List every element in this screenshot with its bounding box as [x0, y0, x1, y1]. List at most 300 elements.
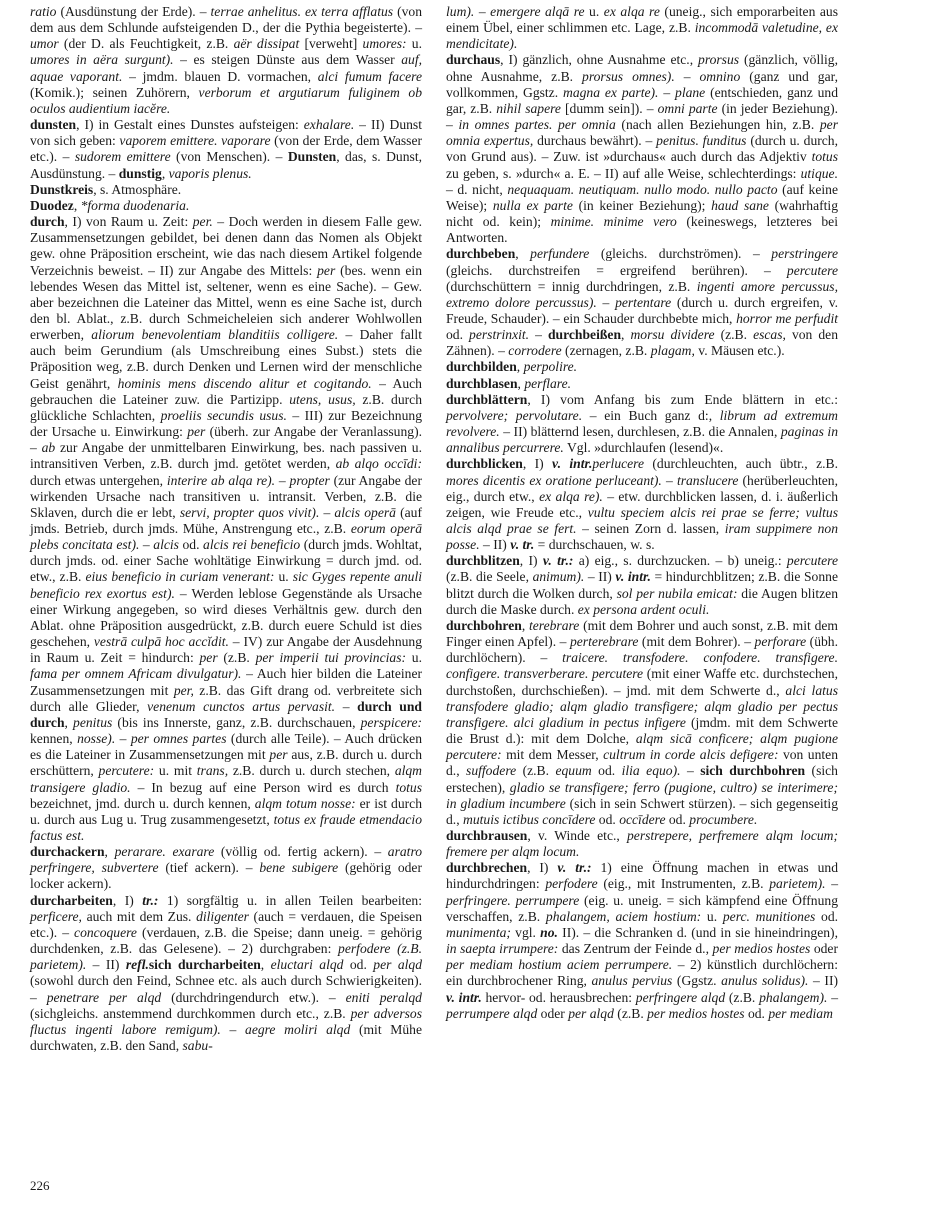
entry-text: – Auch gebrauchen die Lateiner zuw. die Partizipp.	[30, 375, 422, 407]
entry-latin-text: *forma duodenaria.	[80, 197, 190, 213]
entry-text: z.B. durch glückliche Schlachten,	[30, 391, 422, 423]
entry-text: mit dem Messer,	[501, 747, 604, 763]
entry-text: oder	[537, 1005, 569, 1021]
entry-text: zu geben, s. »durch« a. E. – II) auf alle Weise, schlechterdings:	[446, 165, 801, 181]
entry-latin-text: per medios hostes	[712, 941, 811, 957]
entry-latin-text: perforare	[754, 634, 807, 650]
entry-latin-text: utique.	[800, 165, 838, 181]
entry-latin-text: perfodere	[545, 876, 598, 892]
entry-latin-text: alci latus transfodere gladio; alqm gladio transfigere; alqm gladio per pectus transfigere. alci gladium in pectus infigere	[446, 682, 838, 730]
entry-latin-text: aër dissipat	[233, 36, 300, 52]
dictionary-entry	[446, 4, 838, 52]
entry-latin-text: plagam,	[650, 343, 695, 359]
entry-headword: durchblitzen	[446, 553, 520, 569]
entry-latin-text: mutuis ictibus concīdere	[463, 811, 596, 827]
entry-latin-text: traicere. transfodere. confodere. transfigere. configere. transverberare. percutere	[446, 650, 838, 682]
entry-text: u.	[584, 4, 604, 19]
dictionary-entry	[446, 828, 838, 860]
entry-text: od.	[665, 811, 690, 827]
entry-text: (durchdringendurch etw.). –	[161, 989, 346, 1005]
entry-text: –	[674, 68, 700, 84]
entry-text: – ein Buch ganz d:,	[582, 407, 720, 423]
entry-latin-text: penetrare per alqd	[46, 989, 162, 1005]
entry-latin-text: aliorum benevolentiam blanditiis colligere.	[91, 327, 339, 343]
entry-text: [verweht]	[299, 36, 363, 52]
entry-text: vgl.	[510, 924, 541, 940]
entry-latin-text: phalangem, aciem hostium:	[545, 908, 702, 924]
entry-text: ,	[516, 359, 524, 375]
entry-latin-text: minime. minime vero	[550, 214, 677, 230]
entry-latin-text: umor	[30, 36, 59, 52]
entry-text: od.	[595, 811, 620, 827]
entry-latin-text: ilia equo).	[621, 763, 681, 779]
entry-latin-text: hominis mens discendo alitur et cogitando.	[117, 375, 372, 391]
entry-latin-text: fama per omnem Africam divulgatur).	[30, 666, 242, 682]
entry-text: (durch u. durch, von Grund aus). – Zuw. ist »durchaus« auch durch das Adjektiv	[446, 133, 838, 165]
entry-latin-text: totus	[811, 149, 838, 165]
entry-text: , I)	[527, 860, 558, 876]
entry-text: (bis ins Innerste, ganz, z.B. durchschauen,	[112, 714, 361, 730]
entry-latin-text: escas,	[753, 327, 786, 343]
entry-latin-text: lum).	[446, 4, 475, 19]
entry-text: –	[825, 876, 838, 892]
entry-latin-text: alcis	[153, 537, 179, 553]
entry-latin-text: perstrinxit.	[469, 327, 530, 343]
entry-latin-text: per mediam	[768, 1005, 833, 1021]
entry-text: (gänzlich, völlig, ohne Ausnahme, z.B.	[446, 52, 838, 84]
dictionary-entry	[30, 117, 422, 182]
entry-text: (überh. zur Angabe der Veranlassung). –	[30, 424, 422, 456]
entry-latin-text: nosse).	[77, 731, 116, 747]
entry-latin-text: alci fumum facere	[317, 68, 422, 84]
entry-text: (gehörig oder locker ackern).	[30, 860, 422, 892]
entry-text: (wahrhaftig nicht od. kein);	[446, 197, 838, 230]
entry-text: –	[661, 472, 677, 488]
entry-latin-text: perflare.	[524, 375, 572, 391]
entry-text: –	[827, 989, 838, 1005]
entry-text: – II)	[479, 537, 511, 553]
entry-text: II). – die Schranken d. (und in sie hineindringen),	[557, 924, 838, 940]
entry-text: (eig. u. uneig. = sich kämpfend eine Öffnung verschaffen, z.B.	[446, 892, 838, 924]
entry-text: od.	[815, 908, 839, 924]
entry-headword: Duodez	[30, 197, 74, 213]
entry-headword: durcharbeiten	[30, 892, 113, 908]
entry-latin-text: utens, usus,	[289, 391, 356, 407]
entry-latin-text: concoquere	[74, 924, 137, 940]
entry-latin-text: ex alqa re).	[539, 488, 603, 504]
entry-text: , I)	[522, 456, 553, 472]
entry-text: u.	[701, 908, 723, 924]
entry-text: (entschieden, ganz und gar, z.B.	[446, 84, 838, 116]
entry-text: , v. Winde etc.,	[527, 827, 627, 843]
entry-latin-text: perficere,	[30, 908, 82, 924]
entry-text: (keineswegs, letzteres bei Antworten.	[446, 214, 838, 246]
entry-text: (auf jmds. Betrieb, durch jmds. Mühe, Anstrengung etc., z.B.	[30, 504, 422, 536]
entry-latin-text: pertentare	[615, 294, 672, 310]
entry-latin-text: venenum cunctos artus pervasit.	[147, 698, 336, 714]
entry-latin-text: phalangem).	[759, 989, 828, 1005]
entry-latin-text: refl.	[125, 957, 149, 973]
entry-text: (völlig od. fertig ackern). –	[214, 844, 388, 860]
entry-text: (zernagen, z.B.	[561, 343, 651, 359]
entry-text: von den Zähnen). –	[446, 327, 839, 359]
entry-latin-text: no.	[540, 924, 558, 940]
entry-text: z.B. das Gift drang od. verbreitete sich durch alle Glieder,	[30, 682, 422, 714]
entry-text: – IV) zur Angabe der Ausdehnung in Raum u. Zeit = hindurch:	[30, 634, 423, 666]
entry-latin-text: tr.:	[142, 892, 159, 908]
entry-text: (gleichs. durchstreifen = ergreifend berühren). –	[446, 262, 787, 278]
entry-text: – II) Dunst von sich geben:	[30, 117, 422, 149]
entry-text: – III) zur Bezeichnung der Ursache u. Einwirkung:	[30, 407, 422, 440]
dictionary-entry	[446, 392, 838, 457]
entry-text: –	[680, 763, 701, 779]
entry-text: (Ggstz.	[672, 973, 722, 989]
entry-latin-text: per,	[173, 682, 194, 698]
entry-latin-text: exhalare.	[303, 117, 355, 133]
entry-text: z.B. durch u. durch stechen,	[228, 763, 395, 779]
dictionary-entry	[446, 359, 838, 375]
entry-text: (z.B.	[516, 763, 556, 779]
entry-latin-text: perfringere. perrumpere	[446, 892, 580, 908]
entry-latin-text: v. intr.	[615, 569, 651, 585]
entry-latin-text: ab	[41, 440, 56, 456]
dictionary-entry	[30, 182, 422, 198]
entry-latin-text: totus ex fraude etmendacio factus est.	[30, 811, 422, 843]
entry-text: a) eig., s. durchzucken. – b) uneig.:	[573, 553, 787, 569]
entry-latin-text: eius beneficio in curiam venerant:	[85, 569, 275, 585]
entry-text: zur Angabe der unmittelbaren Einwirkung, bes. nach passiven u. intransitiven Verben, z.B. durch jmd. getötet werden,	[30, 440, 422, 472]
entry-text: od.	[744, 1005, 769, 1021]
entry-text: u. mit	[154, 763, 197, 779]
entry-headword: durchbohren	[446, 617, 522, 633]
entry-latin-text: omnino	[699, 68, 741, 84]
entry-text: (herüberleuchten, eig., durch etw.,	[446, 472, 838, 504]
entry-text: od.	[446, 327, 470, 343]
entry-text: (jmdm. mit dem Schwerte die Brust d.): mit dem Dolche,	[446, 714, 838, 747]
entry-text: (durchleuchten, auch übtr., z.B.	[644, 456, 838, 472]
entry-text: – In bezug auf eine Person wird es durch	[130, 779, 396, 795]
entry-latin-text: morsu dividere	[630, 327, 715, 343]
entry-text: (zur Angabe der wirkenden Ursache nach transitiven u. intransit. Verben, z.B. die Sklaven, durch die er lebt,	[30, 472, 422, 520]
dictionary-entry	[446, 618, 838, 828]
entry-latin-text: paginas in annalibus percurrere.	[446, 424, 838, 456]
entry-text: , I) in Gestalt eines Dunstes aufsteigen:	[76, 117, 304, 133]
entry-text: – etw. durchblicken lassen, d. i. äußerlich zeigen, wie Freude etc.,	[446, 488, 838, 520]
entry-text: (nach allen Beziehungen hin, z.B.	[615, 117, 820, 133]
entry-text: u.	[406, 650, 422, 666]
entry-text: ,	[73, 197, 81, 213]
entry-text: –	[275, 472, 290, 488]
entry-text: (durch alle Teile). – Auch drücken es die Lateiner in Zusammensetzungen mit	[30, 731, 423, 763]
entry-latin-text: perspicere:	[360, 714, 423, 730]
entry-text: (durch jmds. Wohltat, durch jmds. od. einer Sache wohltätige Einwirkung = durch jmd. od. etw., z.B.	[30, 537, 422, 585]
entry-text: (sichgleichs. anstemmend durchkommen durch etc., z.B.	[30, 1005, 351, 1021]
entry-latin-text: per alqd	[373, 957, 422, 973]
entry-headword: durchackern	[30, 844, 105, 860]
entry-latin-text: eniti peralqd	[345, 989, 422, 1005]
entry-text: , I)	[112, 892, 143, 908]
entry-latin-text: equum	[555, 763, 592, 779]
entry-latin-text: munimenta;	[446, 924, 511, 940]
entry-latin-text: plane	[675, 84, 706, 100]
entry-latin-text: perpolire.	[523, 359, 578, 375]
entry-latin-text: auf, aquae vaporant.	[30, 52, 422, 84]
entry-latin-text: proeliis secundis usus.	[160, 407, 287, 423]
entry-latin-text: per mediam hostium aciem perrumpere.	[446, 957, 673, 973]
entry-text: ,	[521, 617, 529, 633]
entry-text: (eig., mit Instrumenten, z.B.	[597, 876, 770, 892]
entry-latin-text: incommodā valetudine, ex mendicitate).	[446, 20, 838, 52]
entry-text: er ist durch u. durch aus Lug u. Trug zusammengesetzt,	[30, 795, 422, 827]
entry-latin-text: prorsus	[698, 52, 740, 68]
entry-text: u.	[406, 36, 423, 52]
entry-headword: durchbrechen	[446, 860, 528, 876]
entry-text: , s. Atmosphäre.	[93, 181, 182, 197]
entry-text: – II)	[86, 957, 126, 973]
entry-latin-text: servi, propter quos vivit).	[179, 504, 320, 520]
entry-text: (von Menschen). –	[170, 149, 288, 165]
entry-latin-text: prorsus omnes).	[582, 68, 675, 84]
entry-text: durchaus bewährt). –	[533, 133, 657, 149]
entry-text: (Ausdünstung der Erde). –	[56, 4, 211, 19]
entry-latin-text: perc. munitiones	[722, 908, 816, 924]
page-number: 226	[30, 1178, 50, 1193]
entry-latin-text: perstringere	[771, 246, 838, 262]
entry-headword: durch	[30, 214, 65, 230]
entry-text: (gleichs. durchströmen). –	[589, 246, 772, 262]
entry-latin-text: interire ab alqa re).	[166, 472, 276, 488]
entry-text: es steigen Dünste aus dem Wasser	[186, 52, 402, 68]
dictionary-entry	[446, 52, 838, 246]
entry-text: [dumm sein]). –	[560, 100, 658, 116]
entry-text: ,	[104, 844, 115, 860]
entry-text: od.	[178, 537, 204, 553]
entry-text: (mit dem Bohrer und auch sonst, z.B. mit dem Finger einen Apfel). –	[446, 617, 838, 650]
entry-text: (uneig., sich emporarbeiten aus einem Übel, einer schlimmen etc. Lage, z.B.	[446, 4, 839, 36]
entry-latin-text: perstrepere, perfremere alqm locum; fremere per alqm locum.	[446, 827, 838, 860]
entry-text: , I) gänzlich, ohne Ausnahme etc.,	[500, 52, 699, 68]
entry-latin-text: verborum et argutiarum fuliginem ob oculos audientium iacĕre.	[30, 84, 423, 116]
dictionary-entry	[446, 246, 838, 359]
entry-latin-text: cultrum in corde alcis defigere:	[603, 747, 779, 763]
dictionary-entry	[30, 198, 422, 214]
entry-text: (sich in sein Schwert stürzen). – sich gegenseitig d.,	[446, 795, 838, 827]
entry-text: oder	[810, 941, 838, 957]
entry-latin-text: occīdere	[619, 811, 666, 827]
entry-latin-text: dunstig	[118, 165, 162, 181]
entry-text: –	[596, 294, 616, 310]
entry-text: – Werden leblose Gegenstände als Ursache einer Wirkung angegeben, so wird dieses Verhältnis gew. durch den Ablat. ohne Präposition ausgedrückt, z.B. durch euere Schuld ist dies geschehen,	[30, 585, 422, 650]
entry-latin-text: vaporis plenus.	[168, 165, 252, 181]
entry-latin-text: umores:	[362, 36, 407, 52]
entry-text: – Auch hier bilden die Lateiner Zusammensetzungen mit	[30, 666, 423, 698]
entry-latin-text: procumbere.	[689, 811, 758, 827]
entry-text: – Daher fallt auch beim Gerundium (als Umschreibung eines Subst.) stets die Präposition weg, z.B. durch Denken und Lernen wird der menschliche Geist genährt,	[30, 327, 422, 391]
entry-text: (verdauen, z.B. die Speise; dann uneig. = gehörig durchdenken, z.B. das Gelesene). – 2) durchgraben:	[30, 924, 422, 957]
entry-text: – II)	[808, 973, 838, 989]
entry-text: (in jeder Beziehung). –	[446, 100, 839, 133]
left-column	[30, 4, 422, 1054]
entry-latin-text: nequaquam. neutiquam. nullo modo. nullo pacto	[507, 181, 778, 197]
entry-latin-text: penitus	[73, 714, 113, 730]
entry-latin-text: anulus solidus).	[721, 973, 809, 989]
entry-latin-text: anulus pervius	[591, 973, 673, 989]
entry-latin-text: ratio	[30, 4, 57, 19]
entry-latin-text: perfodere (z.B. parietem).	[30, 941, 422, 973]
entry-text: ,	[64, 714, 74, 730]
entry-headword: durchaus	[446, 52, 501, 68]
entry-latin-text: sol per nubila emicat:	[616, 585, 738, 601]
entry-headword: durchbilden	[446, 359, 517, 375]
entry-text: (z.B.	[714, 327, 754, 343]
entry-latin-text: vaporem emittere. vaporare	[119, 133, 271, 149]
entry-text: –	[220, 1021, 246, 1037]
entry-text: (z.B.	[613, 1005, 648, 1021]
entry-text: ,	[161, 165, 169, 181]
entry-text: ,	[621, 327, 631, 343]
entry-latin-text: in omnes partes. per omnia	[458, 117, 616, 133]
entry-latin-text: gladio se transfigere; ferro (pugione, cultro) se interimere; in gladium incumbere	[446, 779, 838, 811]
entry-text: Vgl. »durchlaufen (lesend)«.	[563, 440, 724, 456]
dictionary-entry	[446, 456, 838, 553]
entry-latin-text: penitus. funditus	[656, 133, 747, 149]
entry-latin-text: aratro perfringere, subvertere	[30, 844, 423, 876]
entry-latin-text: parietem).	[769, 876, 826, 892]
entry-text: (der D. als Feuchtigkeit, z.B.	[58, 36, 234, 52]
entry-latin-text: durch und durch	[30, 698, 422, 730]
entry-latin-text: per	[187, 424, 206, 440]
entry-latin-text: umores in aëra surgunt). –	[30, 52, 187, 68]
entry-text: auch mit dem Zus.	[81, 908, 197, 924]
entry-text: (sich erstechen),	[446, 763, 838, 795]
entry-latin-text: perfundere	[530, 246, 590, 262]
entry-latin-text: percutere	[786, 262, 838, 278]
entry-latin-text: alqm transigere gladio.	[30, 763, 422, 795]
entry-text: (z.B.	[725, 989, 760, 1005]
entry-latin-text: per imperii tui provincias:	[255, 650, 407, 666]
entry-text: ,	[260, 957, 271, 973]
entry-latin-text: animum).	[532, 569, 585, 585]
entry-text: das Zentrum der Feinde d.,	[558, 941, 713, 957]
entry-text: 1) sorgfältig u. in allen Teilen bearbeiten:	[158, 892, 423, 908]
entry-latin-text: per	[199, 650, 218, 666]
entry-latin-text: per alqd	[568, 1005, 614, 1021]
entry-latin-text: percutere:	[98, 763, 155, 779]
entry-text: –	[319, 504, 335, 520]
entry-latin-text: magna ex parte).	[563, 84, 659, 100]
entry-text: – II)	[584, 569, 616, 585]
dictionary-entry	[30, 844, 422, 892]
entry-text: (von dem aus dem Schlunde aufsteigenden D., der die Pythia begeisterte). –	[30, 4, 422, 36]
entry-text: (auch = verdauen, die Speisen etc.). –	[30, 908, 422, 940]
entry-text: (sowohl durch den Feind, Schnee etc. als auch durch Schwierigkeiten). –	[30, 973, 422, 1005]
entry-text: –	[115, 731, 131, 747]
entry-text: (mit dem Bohrer). –	[638, 634, 755, 650]
entry-latin-text: ingenti amore percussus, extremo dolore percussus).	[446, 278, 839, 310]
entry-text: ,	[517, 375, 525, 391]
entry-latin-text: alcis rei beneficio	[203, 537, 301, 553]
entry-latin-text: per medios hostes	[647, 1005, 745, 1021]
entry-latin-text: v. tr.	[510, 537, 535, 553]
entry-latin-text: percutere	[786, 553, 838, 569]
entry-latin-text: alcis operā	[334, 504, 396, 520]
entry-latin-text: corrodere	[508, 343, 562, 359]
entry-text: (übh. durchlöchern). –	[446, 634, 838, 666]
entry-text: 1) eine Öffnung machen in etwas und hindurchdringen:	[446, 860, 839, 892]
dictionary-entry	[446, 553, 838, 618]
entry-text: von unten d.,	[446, 747, 838, 779]
entry-latin-text: per adversos fluctus ingenti labore remigum).	[30, 1005, 422, 1037]
entry-text: –	[335, 698, 358, 714]
entry-latin-text: per	[317, 262, 336, 278]
entry-text: (z.B.	[217, 650, 256, 666]
entry-text: kennen,	[30, 731, 78, 747]
entry-text: od.	[591, 763, 622, 779]
entry-latin-text: librum ad extremum revolvere.	[446, 407, 838, 440]
entry-latin-text: emergere alqā re	[490, 4, 585, 19]
entry-headword: durchbrausen	[446, 827, 528, 843]
entry-text: – II) blätternd lesen, durchlesen, z.B. die Annalen,	[499, 424, 781, 440]
entry-text: –	[474, 4, 491, 19]
entry-text: , das, s. Dunst, Ausdünstung. –	[30, 149, 422, 181]
right-column	[446, 4, 838, 1022]
dictionary-entry	[30, 214, 422, 844]
entry-text: – jmdm. blauen D. vormachen,	[122, 68, 318, 84]
entry-text: , I) vom Anfang bis zum Ende blättern in etc.:	[527, 391, 838, 407]
entry-latin-text: v. intr.	[446, 989, 482, 1005]
entry-latin-text: mores dicentis ex oratione perluceant).	[446, 472, 662, 488]
entry-text: (z.B. die Seele,	[446, 569, 533, 585]
entry-latin-text: totus	[395, 779, 422, 795]
entry-latin-text: perarare. exarare	[114, 844, 215, 860]
entry-latin-text: eorum operā plebs concitata est).	[30, 521, 422, 553]
entry-latin-text: iram suppimere non posse.	[446, 521, 839, 553]
entry-latin-text: sabu-	[182, 1038, 213, 1053]
entry-latin-text: ex alqa re	[603, 4, 660, 19]
entry-text: –	[529, 327, 548, 343]
entry-latin-text: vultu speciem alcis rei prae se ferre; vultus alcis alqd prae se fert.	[446, 504, 839, 536]
entry-text: (ganz und gar, vollkommen, Ggstz.	[446, 68, 838, 100]
entry-latin-text: v. tr.:	[542, 553, 574, 569]
dictionary-entry	[446, 376, 838, 392]
entry-latin-text: bene subigere	[259, 860, 339, 876]
entry-latin-text: diligenter	[196, 908, 249, 924]
entry-latin-text: alqm totum nosse:	[254, 795, 356, 811]
entry-text: = durchschauen, w. s.	[534, 537, 655, 553]
entry-latin-text: per omnia expertus,	[446, 117, 838, 149]
entry-latin-text: perterebrare	[569, 634, 639, 650]
entry-text: = hindurchblitzen; z.B. die Sonne blitzt durch die Wolken durch,	[446, 569, 838, 601]
entry-text: die Augen blitzen durch die Maske durch.	[446, 585, 838, 617]
entry-latin-text: sich durcharbeiten	[148, 957, 261, 973]
entry-latin-text: v. tr.:	[557, 860, 592, 876]
entry-latin-text: nihil sapere	[496, 100, 561, 116]
entry-latin-text: sic Gyges repente anuli beneficio rex exortus est).	[30, 569, 423, 601]
entry-text: durch etwas untergehen,	[30, 472, 167, 488]
entry-latin-text: eluctari alqd	[270, 957, 344, 973]
entry-text: u.	[274, 569, 293, 585]
entry-latin-text: terrae anhelitus. ex terra afflatus	[210, 4, 394, 19]
entry-text: – Doch werden in diesem Falle gew. Zusammensetzungen gebildet, bei denen dann das Nomen als Objekt gew. ohne Präposition erscheint, wie das nach diesem Artikel folgende Verzeichnis beweist. – II) zur Angabe des Mittels:	[30, 214, 422, 278]
entry-headword: durchbeben	[446, 246, 516, 262]
entry-latin-text: propter	[289, 472, 330, 488]
entry-text: aus, z.B. durch u. durch erschüttern,	[30, 747, 422, 779]
entry-latin-text: per.	[192, 214, 213, 230]
entry-latin-text: per	[269, 747, 288, 763]
entry-latin-text: translucere	[676, 472, 739, 488]
entry-latin-text: suffodere	[466, 763, 517, 779]
entry-headword: dunsten	[30, 117, 77, 133]
